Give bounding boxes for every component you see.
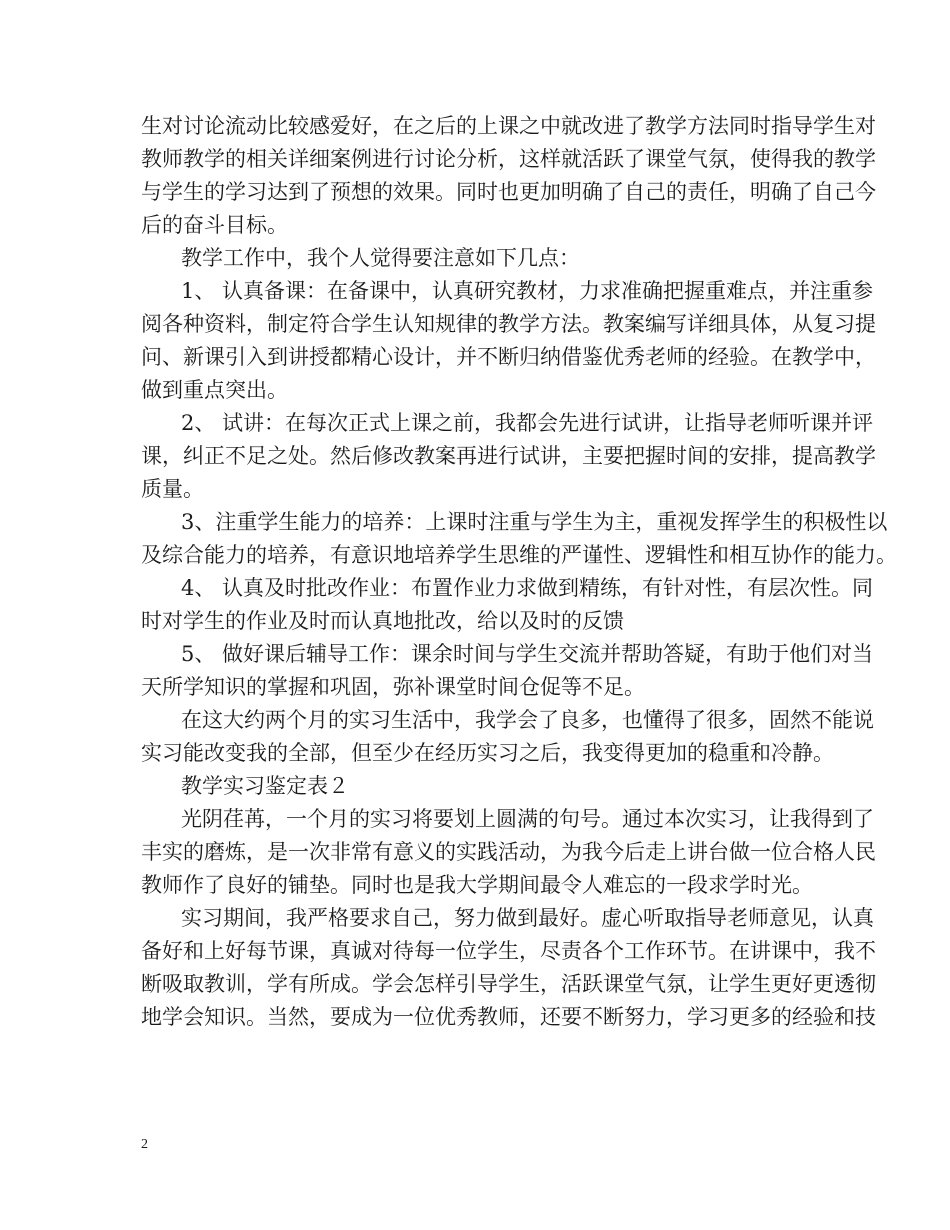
- text-line: 在这大约两个月的实习生活中，我学会了良多，也懂得了很多，固然不能说: [181, 708, 874, 732]
- text-line: 4、 认真及时批改作业：布置作业力求做到精练，有针对性，有层次性。同: [181, 576, 874, 600]
- text-line: 教师教学的相关详细案例进行讨论分析，这样就活跃了课堂气氛，使得我的教学: [141, 147, 876, 171]
- text-line: 课，纠正不足之处。然后修改教案再进行试讲，主要把握时间的安排，提高教学: [141, 444, 876, 468]
- text-line: 阅各种资料，制定符合学生认知规律的教学方法。教案编写详细具体，从复习提: [141, 312, 876, 336]
- text-line: 1、 认真备课：在备课中，认真研究教材，力求准确把握重难点，并注重参: [181, 279, 874, 303]
- text-line: 5、 做好课后辅导工作：课余时间与学生交流并帮助答疑，有助于他们对当: [181, 642, 874, 666]
- section-heading: 教学实习鉴定表２: [181, 774, 349, 798]
- text-line: 与学生的学习达到了预想的效果。同时也更加明确了自己的责任，明确了自己今: [141, 180, 876, 204]
- text-line: 生对讨论流动比较感爱好，在之后的上课之中就改进了教学方法同时指导学生对: [141, 114, 876, 138]
- text-line: 丰实的磨炼，是一次非常有意义的实践活动，为我今后走上讲台做一位合格人民: [141, 840, 876, 864]
- text-line: 2、 试讲：在每次正式上课之前，我都会先进行试讲，让指导老师听课并评: [181, 411, 874, 435]
- text-line: 质量。: [141, 477, 204, 501]
- text-line: 地学会知识。当然，要成为一位优秀教师，还要不断努力，学习更多的经验和技: [141, 1005, 876, 1029]
- text-line: 光阴荏苒，一个月的实习将要划上圆满的句号。通过本次实习，让我得到了: [181, 807, 874, 831]
- text-line: 及综合能力的培养，有意识地培养学生思维的严谨性、逻辑性和相互协作的能力。: [141, 543, 897, 567]
- text-line: 教师作了良好的铺垫。同时也是我大学期间最令人难忘的一段求学时光。: [141, 873, 813, 897]
- text-line: 做到重点突出。: [141, 378, 288, 402]
- text-line: 实习能改变我的全部，但至少在经历实习之后，我变得更加的稳重和冷静。: [141, 741, 834, 765]
- text-line: 实习期间，我严格要求自己，努力做到最好。虚心听取指导老师意见，认真: [181, 906, 874, 930]
- text-line: 教学工作中，我个人觉得要注意如下几点：: [181, 246, 580, 270]
- text-line: 后的奋斗目标。: [141, 213, 288, 237]
- text-line: 问、新课引入到讲授都精心设计，并不断归纳借鉴优秀老师的经验。在教学中，: [141, 345, 876, 369]
- text-line: 断吸取教训，学有所成。学会怎样引导学生，活跃课堂气氛，让学生更好更透彻: [141, 972, 876, 996]
- text-line: 3、注重学生能力的培养：上课时注重与学生为主，重视发挥学生的积极性以: [181, 510, 888, 534]
- text-line: 天所学知识的掌握和巩固，弥补课堂时间仓促等不足。: [141, 675, 645, 699]
- text-line: 时对学生的作业及时而认真地批改，给以及时的反馈: [141, 609, 624, 633]
- page-number: 2: [141, 1137, 148, 1152]
- text-line: 备好和上好每节课，真诚对待每一位学生，尽责各个工作环节。在讲课中，我不: [141, 939, 876, 963]
- body-text: [141, 110, 897, 1034]
